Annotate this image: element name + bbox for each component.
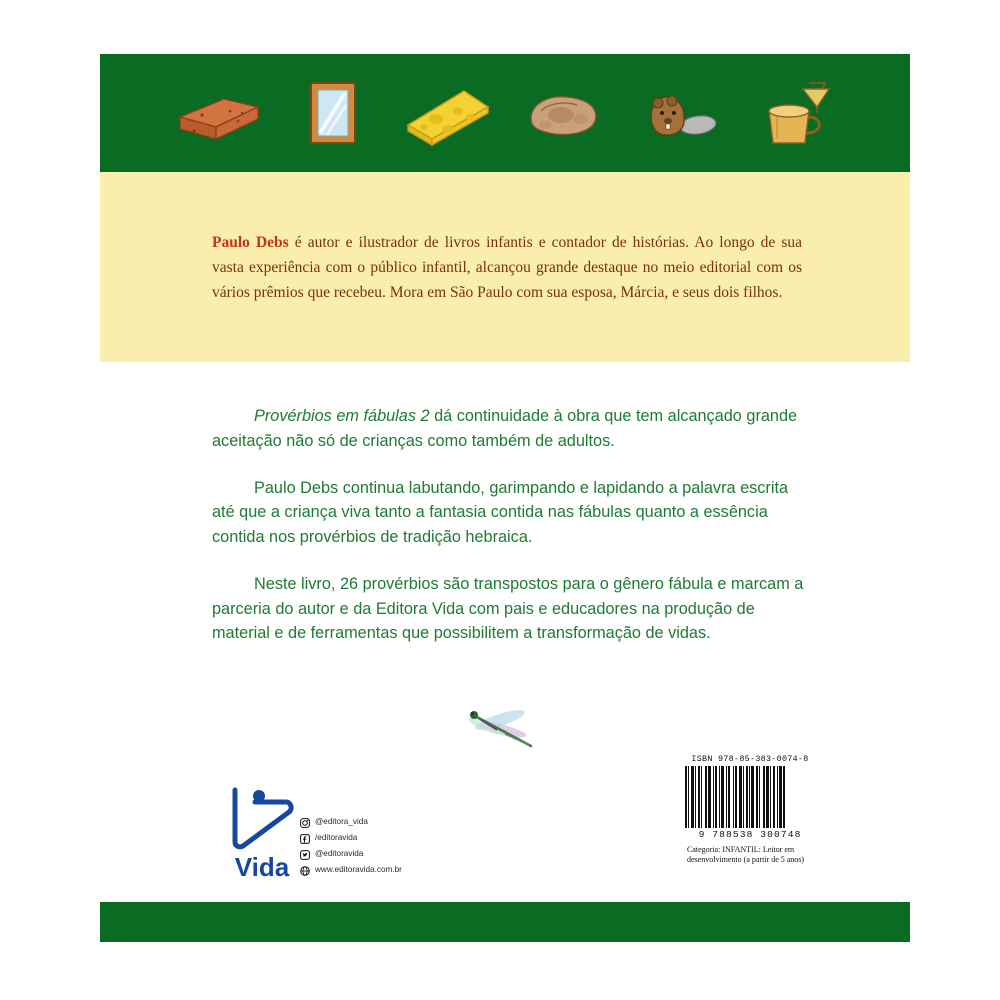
author-name: Paulo Debs: [212, 234, 289, 251]
beaver-illustration: [632, 73, 724, 153]
facebook-handle: /editoravida: [315, 833, 358, 843]
instagram-handle: @editora_vida: [315, 817, 368, 827]
blurb-paragraph-1: [212, 404, 812, 454]
social-row-instagram[interactable]: [300, 816, 402, 829]
blurb-paragraph-2: Paulo Debs continua labutando, garimpando e lapidando a palavra escrita até que a criança viva tanto a fantasia contida nas fábulas quanto a essência contida nos provérbios de tradição hebraica.: [212, 478, 789, 547]
cheese-illustration: [402, 73, 494, 153]
facebook-icon: [300, 834, 310, 844]
website-url: www.editoravida.com.br: [315, 865, 402, 875]
barcode-bars: [685, 766, 813, 828]
social-handles: [300, 816, 402, 880]
vida-logo-icon: [225, 784, 299, 850]
blurb-paragraph-1-rest: dá continuidade à obra que tem alcançado grande aceitação não só de crianças como também de adultos.: [212, 407, 798, 450]
barcode-digits: 9 788538 300748: [698, 829, 802, 840]
twitter-icon: [300, 850, 310, 860]
twitter-handle: @editoravida: [315, 849, 364, 859]
book-title-italic: Provérbios em fábulas 2: [254, 407, 430, 425]
mirror-illustration: [287, 73, 379, 153]
illustration-row: [100, 54, 910, 172]
author-bio-text: [212, 230, 802, 305]
top-green-band: [100, 54, 910, 172]
dragonfly-illustration: [445, 686, 555, 766]
mug-illustration: [747, 73, 839, 153]
social-row-facebook[interactable]: [300, 832, 402, 845]
instagram-icon: [300, 818, 310, 828]
isbn-text: ISBN 978-85-383-0074-8: [691, 754, 809, 764]
social-row-website[interactable]: [300, 864, 402, 877]
publisher-name: Vida: [234, 852, 290, 882]
category-text: Categoria: INFANTIL: Leitor em desenvolvimento (a partir de 5 anos): [687, 845, 805, 865]
book-cover: [100, 54, 910, 942]
book-blurb: [212, 404, 812, 646]
potato-illustration: [517, 73, 609, 153]
globe-icon: [300, 866, 310, 876]
barcode-block: [685, 754, 815, 866]
social-row-twitter[interactable]: [300, 848, 402, 861]
blurb-paragraph-3: Neste livro, 26 provérbios são transpostos para o gênero fábula e marcam a parceria do autor e da Editora Vida com pais e educadores na produção de material e de ferramentas que possibilitem a transformação de vidas.: [212, 574, 804, 643]
brick-illustration: [172, 73, 264, 153]
publisher-logo-block: [212, 784, 312, 889]
author-bio-body: é autor e ilustrador de livros infantis e contador de histórias. Ao longo de sua vasta experiência com o público infantil, alcançou grande destaque no meio editorial com os vários prêmios que recebeu. Mora em São Paulo com sua esposa, Márcia, e seus dois filhos.: [212, 234, 803, 302]
bottom-green-band: [100, 902, 910, 942]
